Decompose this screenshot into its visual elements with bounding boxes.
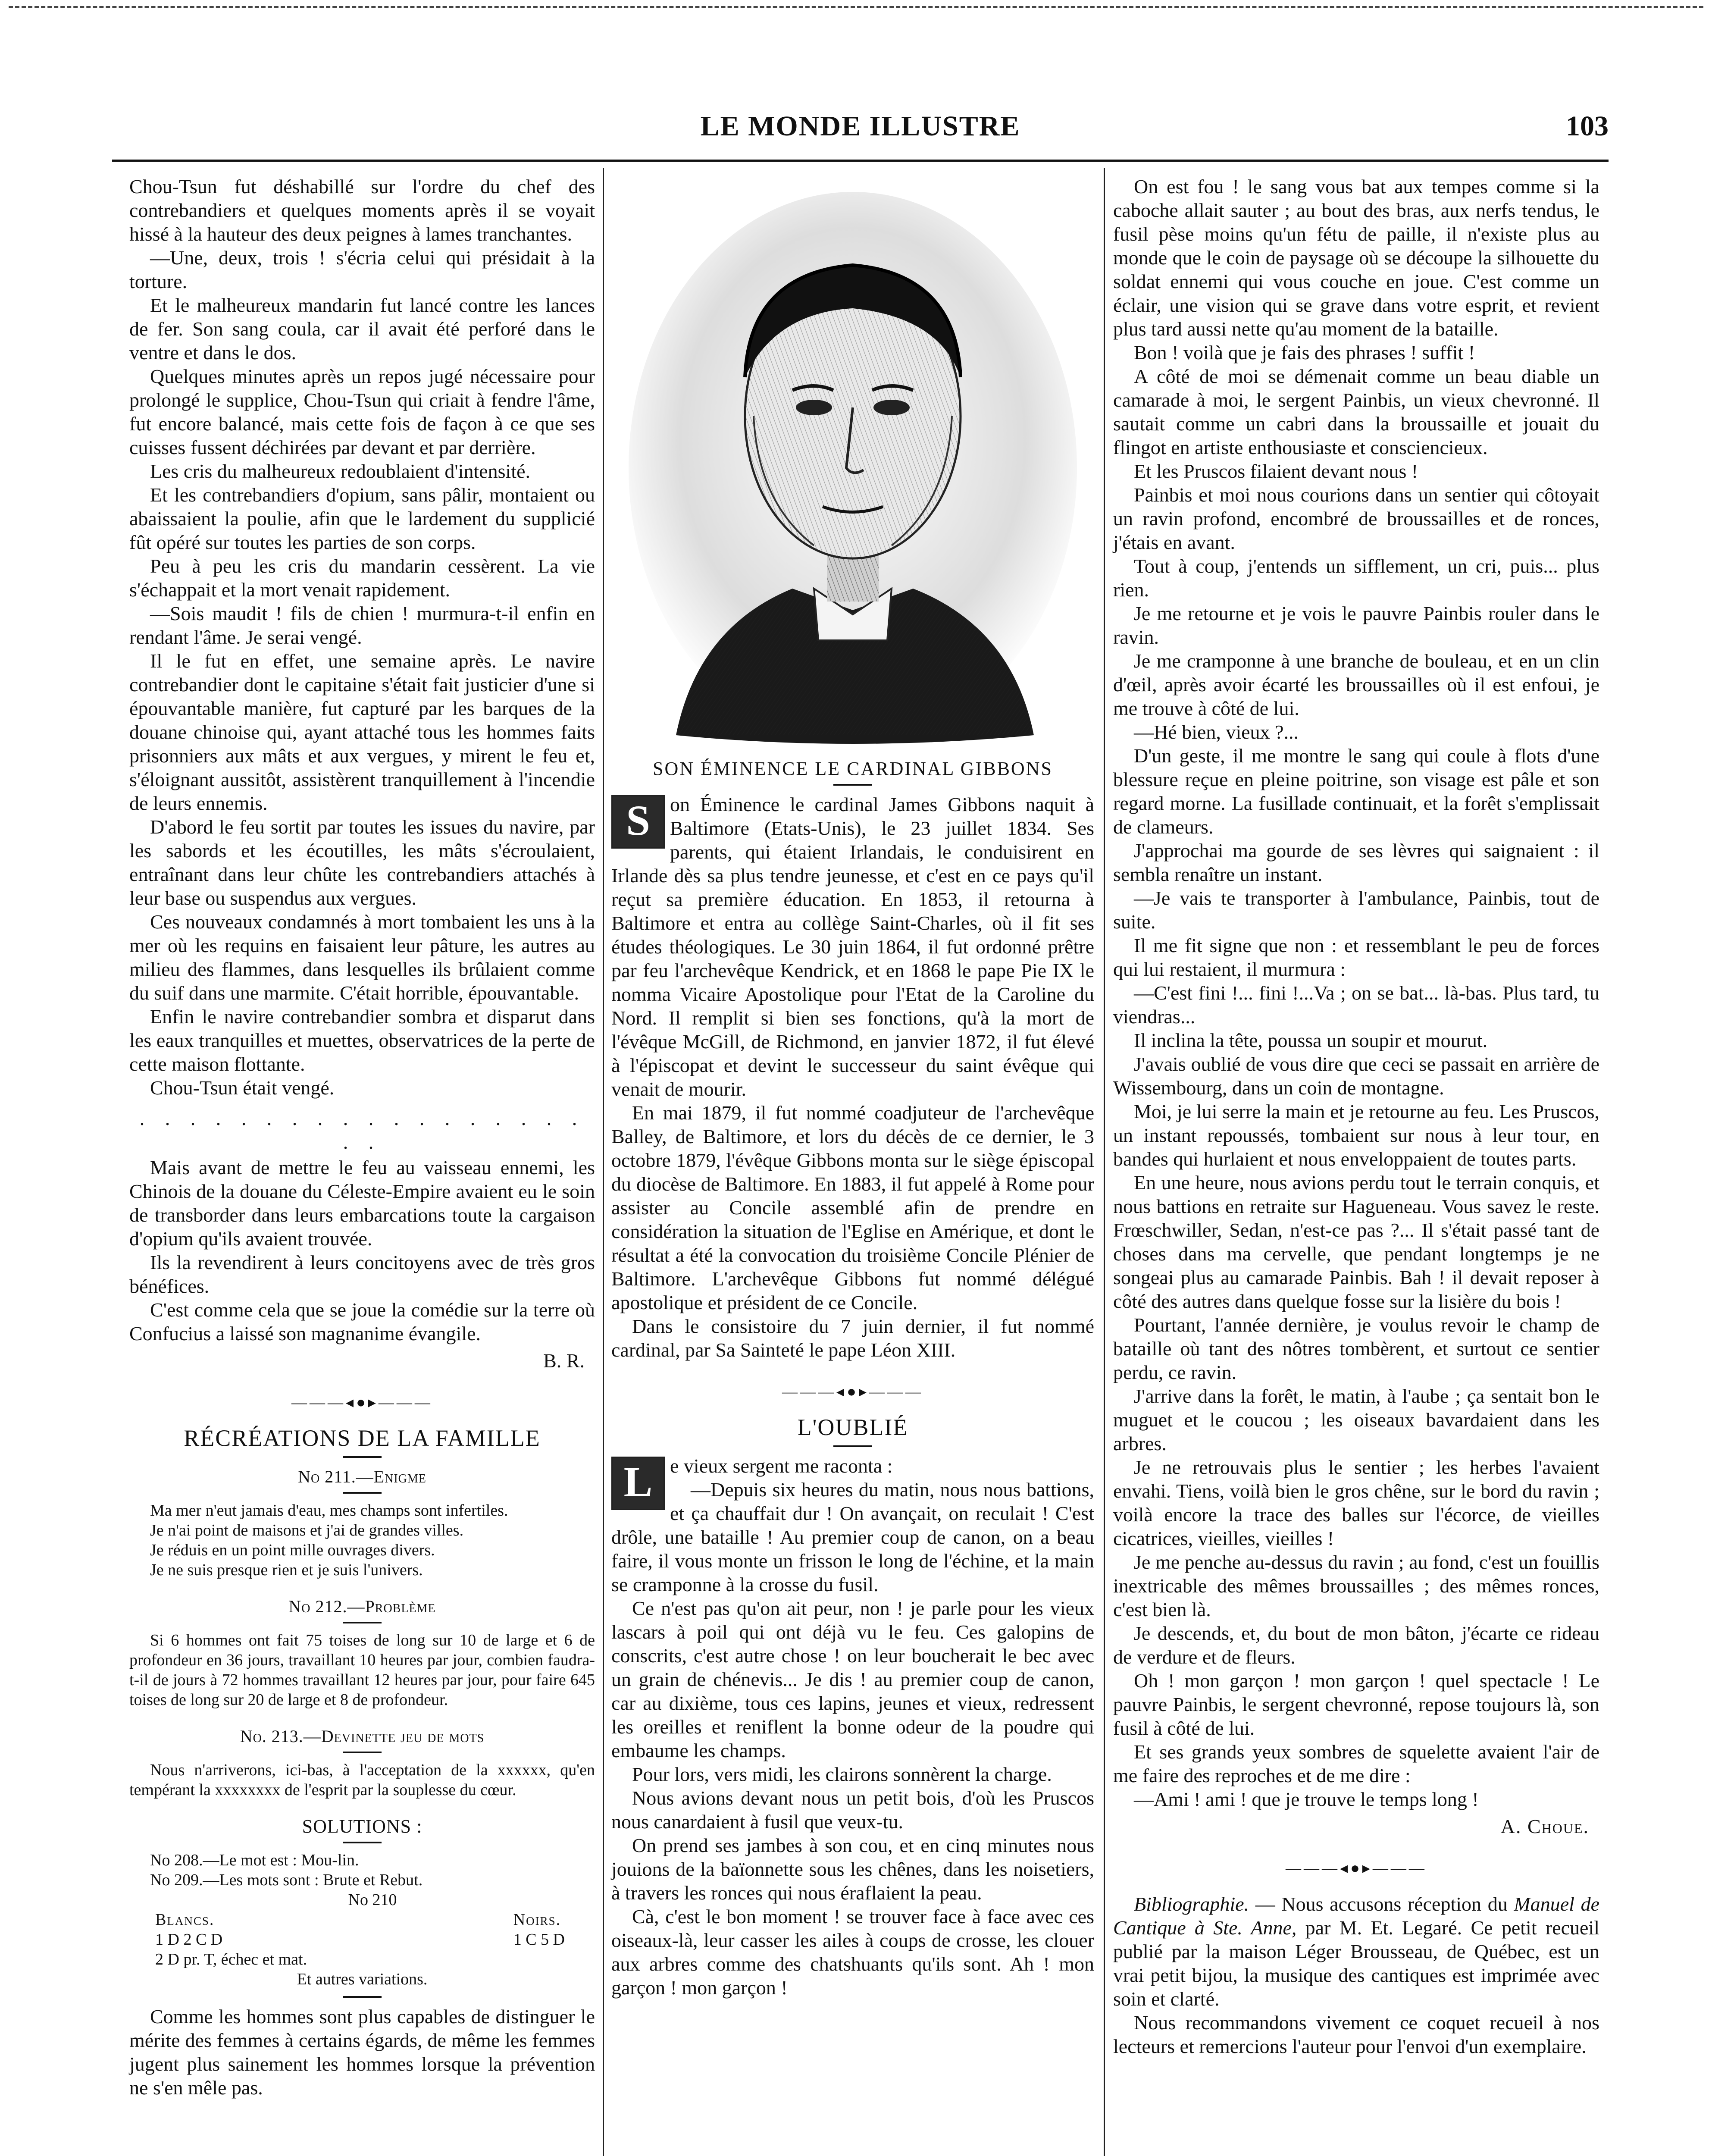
probleme-text [129, 1630, 595, 1710]
paragraph: —Ami ! ami ! que je trouve le temps long ! [1134, 1788, 1479, 1810]
paragraph: D'un geste, il me montre le sang qui coule à flots d'une blessure reçue en pleine poitrine, son visage est pâle et son regard morne. La fusillade continuait, et la forêt s'emplissait de clameurs. [1113, 745, 1599, 838]
paragraph: Il me fit signe que non : et ressemblant le peu de forces qui lui restaient, il murmura : [1113, 934, 1599, 980]
paragraph: C'est comme cela que se joue la comédie sur la terre où Confucius a laissé son magnanime évangile. [129, 1299, 595, 1344]
paragraph: —Sois maudit ! fils de chien ! murmura-t-il enfin en rendant l'âme. Je serai vengé. [129, 602, 595, 648]
ornament-divider: ———◂●▸——— [1286, 1859, 1427, 1877]
paragraph: Pourtant, l'année dernière, je voulus revoir le champ de bataille où tant des nôtres tombèrent, et surtout ce sentier perdu, ce ravin. [1113, 1314, 1599, 1383]
short-rule [343, 1456, 382, 1458]
noirs-label: Noirs. [513, 1911, 561, 1929]
paragraph: On prend ses jambes à son cou, et en cinq minutes nous jouions de la baïonnette sous les chênes, dans les noisetiers, à travers les ronces qui nous éraflaient la peau. [611, 1834, 1094, 1904]
paragraph: Nous n'arriverons, ici-bas, à l'acceptation de la xxxxxx, qu'en tempérant la xxxxxxxx de l'esprit par la souplesse du cœur. [129, 1761, 595, 1799]
verse-line: Ma mer n'eut jamais d'eau, mes champs sont infertiles. [150, 1501, 508, 1520]
paragraph: Mais avant de mettre le feu au vaisseau ennemi, les Chinois de la douane du Céleste-Empire avaient eu le soin de transborder dans leurs embarcations toute la cargaison d'opium qu'ils avaient trouvée. [129, 1156, 595, 1250]
paragraph: Enfin le navire contrebandier sombra et disparut dans les eaux tranquilles et muettes, observatrices de la perte de cette maison flottante. [129, 1006, 595, 1075]
paragraph: —Je vais te transporter à l'ambulance, Painbis, tout de suite. [1113, 887, 1599, 933]
white-moves [155, 1910, 307, 1969]
page-header [112, 110, 1609, 157]
short-rule [343, 1622, 382, 1623]
puzzle-heading: No. 213.—Devinette jeu de mots [240, 1727, 485, 1746]
cardinal-portrait-engraving [611, 175, 1094, 752]
paragraph: Peu à peu les cris du mandarin cessèrent. La vie s'échappait et la mort venait rapidement. [129, 555, 595, 601]
short-rule [833, 784, 872, 786]
paragraph: Moi, je lui serre la main et je retourne au feu. Les Pruscos, un instant repoussés, tombaient sur nous à leur tour, en bandes qui hurlaient et nous enveloppaient de toutes parts. [1113, 1100, 1599, 1170]
book-title: Manuel de Cantique à Ste. Anne, [1113, 1893, 1599, 1939]
short-rule [343, 1492, 382, 1494]
paragraph: Chou-Tsun fut déshabillé sur l'ordre du chef des contrebandiers et quelques moments après il se voyait hissé à la hauteur des deux peignes à lames tranchantes. [129, 175, 595, 245]
paragraph: —Hé bien, vieux ?... [1134, 721, 1299, 743]
variations-note: Et autres variations. [297, 1970, 428, 1988]
paragraph: —Une, deux, trois ! s'écria celui qui présidait à la torture. [129, 247, 595, 292]
bibliography-label: Bibliographie. [1134, 1893, 1249, 1915]
move: 2 D pr. T, échec et mat. [155, 1950, 307, 1968]
header-rule [112, 160, 1609, 162]
drop-cap: L [611, 1457, 665, 1510]
signature: B. R. [543, 1350, 585, 1372]
paragraph: J'approchai ma gourde de ses lèvres qui saignaient : il sembla renaître un instant. [1113, 840, 1599, 885]
paragraph: Pour lors, vers midi, les clairons sonnèrent la charge. [632, 1763, 1052, 1785]
paragraph: Si 6 hommes ont fait 75 toises de long sur 10 de large et 6 de profondeur en 36 jours, travaillant 10 heures par jour, combien faudra-t-il de jours à 72 hommes travaillant 12 heures par jour, pour faire 645 toises de long sur 20 de large et 8 de profondeur. [129, 1631, 595, 1709]
paragraph: En une heure, nous avions perdu tout le terrain conquis, et nous battions en retraite sur Hagueneau. Vous savez le reste. Frœschwiller, Sedan, n'est-ce pas ?... Il s'était passé tant de choses dans ma cervelle, que pendant longtemps je ne songeai plus au camarade Painbis. Bah ! il devait reposer à côté des autres dans quelque fosse sur la lisière du bois ! [1113, 1172, 1599, 1312]
drop-cap: S [611, 795, 665, 849]
paragraph: Je ne retrouvais plus le sentier ; les herbes l'avaient envahi. Tiens, voilà bien le gros chêne, sur le bord du ravin ; voilà encore la trace des balles sur l'écorce, de vieilles cicatrices, vieilles, vieilles ! [1113, 1456, 1599, 1549]
enigme-verse [129, 1501, 595, 1580]
closing-paragraph: Comme les hommes sont plus capables de distinguer le mérite des femmes à certains égards, de même les femmes jugent plus sainement les hommes lorsque la prévention ne s'en mêle pas. [129, 2006, 595, 2099]
dot-separator: . . . . . . . . . . . . . . . . . . . . [139, 1107, 585, 1153]
portrait-illustration [611, 175, 1094, 752]
verse-line: Je réduis en un point mille ouvrages divers. [150, 1541, 435, 1559]
paragraph: Ils la revendirent à leurs concitoyens avec de très gros bénéfices. [129, 1251, 595, 1297]
black-moves [513, 1910, 565, 1969]
column-divider [1104, 168, 1105, 2156]
paragraph: Quelques minutes après un repos jugé nécessaire pour prolongé le supplice, Chou-Tsun qui criait à fendre l'âme, fut encore balancé, mais cette fois de façon à ce que ses cuisses fussent déchirées par devant et par derrière. [129, 365, 595, 458]
paragraph: Et les contrebandiers d'opium, sans pâlir, montaient ou abaissaient la poulie, afin que le lardement du supplicié fût opéré sur toutes les parties de son corps. [129, 484, 595, 553]
solutions-list [129, 1850, 595, 1910]
bibliography-text: par M. Et. Legaré. Ce petit recueil publié par la maison Léger Brousseau, de Québec, est un vrai petit bijou, la musique des cantiques est imprimée avec soin et clarté. [1113, 1917, 1600, 2010]
short-rule [343, 1996, 382, 1998]
solution-line: No 208.—Le mot est : Mou-lin. [150, 1851, 359, 1869]
puzzle-heading: No 212.—Problème [288, 1597, 436, 1616]
paragraph: Et le malheureux mandarin fut lancé contre les lances de fer. Son sang coula, car il avait été perforé dans le ventre et dans le dos. [129, 294, 595, 364]
column-divider [603, 168, 604, 2156]
move: 1 C 5 D [513, 1930, 565, 1949]
move: 1 D 2 C D [155, 1930, 223, 1949]
column-1 [129, 175, 595, 2100]
column-2 [611, 175, 1094, 1999]
column-3 [1113, 175, 1599, 2058]
paragraph: D'abord le feu sortit par toutes les issues du navire, par les sabords et les écoutilles, les mâts s'écroulaient, entraînant dans leur chûte les contrebandiers attachés à leur base ou suspendus aux vergues. [129, 816, 595, 909]
portrait-caption: SON ÉMINENCE LE CARDINAL GIBBONS [653, 758, 1053, 779]
bibliography-paragraph [1113, 1892, 1599, 2011]
paragraph: Chou-Tsun était vengé. [150, 1077, 335, 1099]
paragraph: Nous avions devant nous un petit bois, d'où les Pruscos nous canardaient à fusil que veux-tu. [611, 1787, 1094, 1833]
paragraph: Painbis et moi nous courions dans un sentier qui côtoyait un ravin profond, encombré de broussailles et de ronces, j'étais en avant. [1113, 484, 1599, 553]
paragraph: Oh ! mon garçon ! mon garçon ! quel spectacle ! Le pauvre Painbis, le sergent chevronné, repose toujours là, son fusil à côté de lui. [1113, 1670, 1599, 1739]
paragraph: Nous recommandons vivement ce coquet recueil à nos lecteurs et remercions l'auteur pour l'envoi d'un exemplaire. [1113, 2012, 1599, 2057]
paragraph: Je me retourne et je vois le pauvre Painbis rouler dans le ravin. [1113, 602, 1599, 648]
paragraph: Et ses grands yeux sombres de squelette avaient l'air de me faire des reproches et de me dire : [1113, 1741, 1599, 1786]
paragraph: Je me cramponne à une branche de bouleau, et en un clin d'œil, après avoir écarté les broussailles où il est enfoui, je me trouve à côté de lui. [1113, 650, 1599, 719]
verse-line: Je ne suis presque rien et je suis l'univers. [150, 1561, 423, 1579]
paragraph: En mai 1879, il fut nommé coadjuteur de l'archevêque Balley, de Baltimore, et lors du décès de ce dernier, le 3 octobre 1879, l'évêque Gibbons monta sur le siège épiscopal du diocèse de Baltimore. En 1883, il fut appelé à Rome pour assister au Concile assemblé afin de prendre en considération la situation de l'Eglise en Amérique, et dont le résultat a été la convocation du troisième Concile Plénier de Baltimore. L'archevêque Gibbons fut nommé délégué apostolique et président de ce Concile. [611, 1102, 1094, 1313]
short-rule [343, 1842, 382, 1843]
blancs-label: Blancs. [155, 1911, 215, 1929]
paragraph: Il le fut en effet, une semaine après. Le navire contrebandier dont le capitaine s'était fait justicier d'une si épouvantable manière, fut capturé par les barques de la douane chinoise qui, ayant attaché tous les hommes faits prisonniers aux mâts et aux vergues, y mirent le feu et, s'éloignant aussitôt, assistèrent tranquillement à l'incendie de leurs ennemis. [129, 650, 595, 814]
page-number: 103 [1566, 110, 1609, 142]
chess-solution [129, 1910, 595, 1969]
short-rule [833, 1445, 872, 1447]
verse-line: Je n'ai point de maisons et j'ai de grandes villes. [150, 1521, 464, 1539]
story-opening [611, 1454, 1094, 1506]
paragraph: Et les Pruscos filaient devant nous ! [1134, 460, 1418, 482]
paragraph: Je descends, et, du bout de mon bâton, j'écarte ce rideau de verdure et de fleurs. [1113, 1622, 1599, 1668]
paragraph: Il inclina la tête, poussa un soupir et mourut. [1134, 1029, 1488, 1051]
paragraph: Cà, c'est le bon moment ! se trouver face à face avec ces oiseaux-là, leur casser les ailes à coups de crosse, les clouer aux arbres comme des chatshuants qu'ils sont. Ah ! mon garçon ! mon garçon ! [611, 1905, 1094, 1999]
ornament-divider: ———◂●▸——— [782, 1383, 923, 1400]
puzzle-heading: No 211.—Enigme [298, 1467, 426, 1486]
paragraph: J'avais oublié de vous dire que ceci se passait en arrière de Wissembourg, dans un coin de montagne. [1113, 1053, 1599, 1099]
devinette-text [129, 1760, 595, 1800]
section-title: RÉCRÉATIONS DE LA FAMILLE [184, 1425, 541, 1451]
paragraph: Je me penche au-dessus du ravin ; au fond, c'est un fouillis inextricable des mêmes broussailles ; des mêmes ronces, c'est bien là. [1113, 1551, 1599, 1620]
short-rule [343, 1752, 382, 1753]
solution-heading: No 210 [348, 1891, 397, 1909]
paragraph-text: e vieux sergent me raconta : [670, 1455, 893, 1477]
ornament-divider: ———◂●▸——— [291, 1394, 433, 1411]
paragraph: —Depuis six heures du matin, nous nous battions, et ça chauffait dur ! On avançait, on reculait ! C'est drôle, une bataille ! Au premier coup de canon, on a beau faire, il vous monte un frisson le long de l'échine, et la main se cramponne à la crosse du fusil. [611, 1479, 1094, 1595]
masthead-title: LE MONDE ILLUSTRE [700, 110, 1020, 142]
paragraph: Bon ! voilà que je fais des phrases ! suffit ! [1134, 342, 1475, 364]
solution-line: No 209.—Les mots sont : Brute et Rebut. [150, 1871, 423, 1889]
paragraph: Ces nouveaux condamnés à mort tombaient les uns à la mer où les requins en faisaient leur pâture, les autres au milieu des flammes, dans lesquelles ils brûlaient comme du suif dans une marmite. C'était horrible, épouvantable. [129, 911, 595, 1004]
gibbons-biography-paragraph [611, 793, 1094, 1101]
signature: A. Choue. [1500, 1815, 1589, 1837]
solutions-title: SOLUTIONS : [302, 1816, 423, 1837]
paragraph: A côté de moi se démenait comme un beau diable un camarade à moi, le sergent Painbis, un vieux chevronné. Il sautait comme un cabri dans la broussaille et jouait du flingot en artiste enthousiaste et consciencieux. [1113, 365, 1599, 458]
paragraph: Tout à coup, j'entends un sifflement, un cri, puis... plus rien. [1113, 555, 1599, 601]
paragraph: On est fou ! le sang vous bat aux tempes comme si la caboche allait sauter ; au bout des bras, aux nerfs tendus, le fusil pèse moins qu'un fétu de paille, il n'existe plus au monde que le coin de paysage où se découpe la silhouette du soldat ennemi qui vous couche en joue. C'est comme un éclair, une vision qui se grave dans votre esprit, et revient plus tard aussi nette qu'au moment de la bataille. [1113, 175, 1599, 340]
story-title: L'OUBLIÉ [797, 1414, 908, 1440]
paragraph: Les cris du malheureux redoublaient d'intensité. [150, 460, 531, 482]
paragraph: Ce n'est pas qu'on ait peur, non ! je parle pour les vieux lascars à poil qui ont déjà vu le feu. Ces galopins de conscrits, c'est autre chose ! on leur boucherait le bec avec un grain de chénevis... Je dis ! au premier coup de canon, car au dixième, tous ces lapins, jeunes et vieux, redressent les oreilles et reniflent la bonne odeur de la poudre qui embaume les champs. [611, 1597, 1094, 1761]
paragraph-text: on Éminence le cardinal James Gibbons naquit à Baltimore (Etats-Unis), le 23 juillet 1834. Ses parents, qui étaient Irlandais, le conduisirent en Irlande dès sa plus tendre jeunesse, et c'est en ce pays qu'il reçut sa première éducation. En 1853, il retourna à Baltimore et entra au collège Saint-Charles, où il fit ses études théologiques. Le 30 juin 1864, il fut ordonné prêtre par feu l'archevêque Kendrick, et en 1868 le pape Pie IX le nomma Vicaire Apostolique pour l'Etat de la Caroline du Nord. Il remplit si bien ses fonctions, qu'à la mort de l'évêque McGill, de Richmond, en janvier 1872, il fut élevé à l'épiscopat et devint le successeur du saint évêque qui venait de mourir. [611, 793, 1094, 1100]
paragraph: J'arrive dans la forêt, le matin, à l'aube ; ça sentait bon le muguet et le coucou ; les oiseaux bavardaient dans les arbres. [1113, 1385, 1599, 1454]
bibliography-text: — Nous accusons réception du [1249, 1893, 1514, 1915]
top-border [9, 6, 1703, 8]
paragraph: Dans le consistoire du 7 juin dernier, il fut nommé cardinal, par Sa Sainteté le pape Léon XIII. [611, 1315, 1094, 1361]
paragraph: —C'est fini !... fini !...Va ; on se bat... là-bas. Plus tard, tu viendras... [1113, 982, 1599, 1028]
